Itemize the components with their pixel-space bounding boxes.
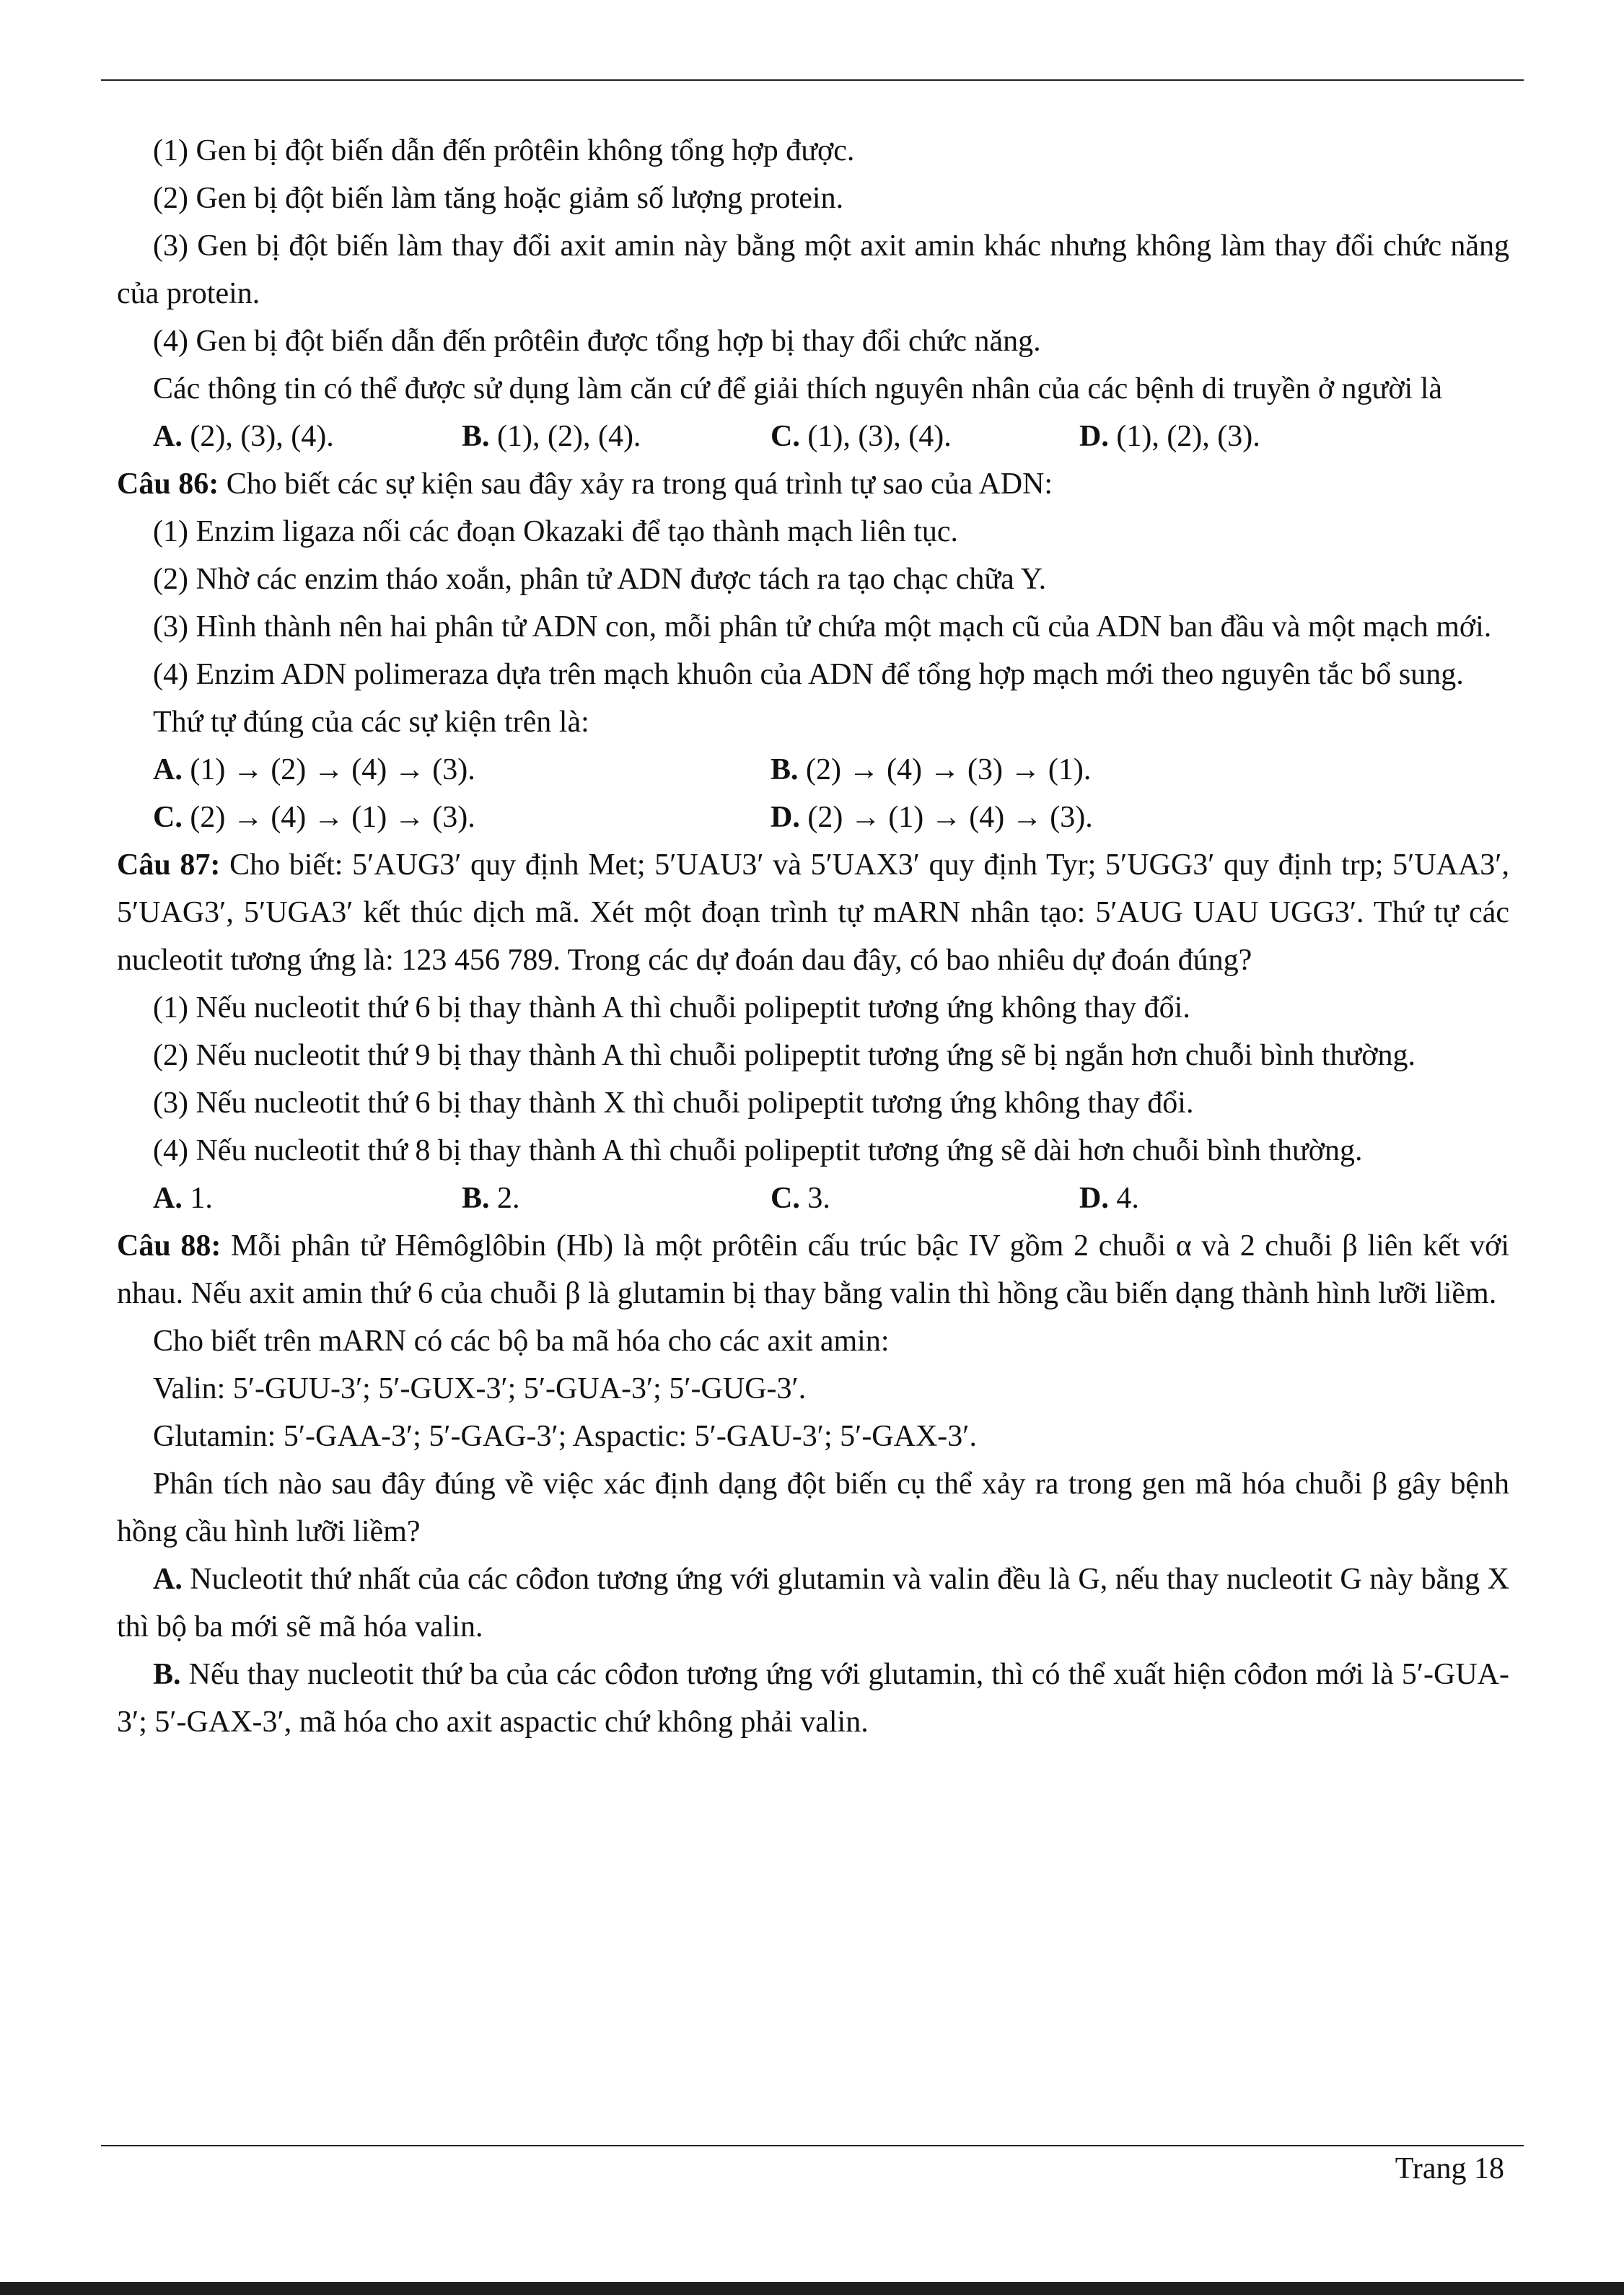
q86-options-row-2	[117, 794, 1509, 841]
q87-option-c[interactable]: C. 3.	[771, 1182, 830, 1215]
q85-item-4: (4) Gen bị đột biến dẫn đến prôtêin được tổng hợp bị thay đổi chức năng.	[153, 325, 1041, 358]
q86-stem: Câu 86: Cho biết các sự kiện sau đây xảy ra trong quá trình tự sao của ADN:	[117, 468, 1053, 501]
q88-option-b[interactable]: B. Nếu thay nucleotit thứ ba của các côđon tương ứng với glutamin, thì có thể xuất hiện côđon mới là 5′-GUA-3′; 5′-GAX-3′, mã hóa cho axit aspactic chứ không phải valin.	[117, 1658, 1509, 1739]
q88-line-3: Glutamin: 5′-GAA-3′; 5′-GAG-3′; Aspactic: 5′-GAU-3′; 5′-GAX-3′.	[153, 1420, 977, 1453]
q86-options-row-1	[117, 746, 1509, 794]
q86-item-1: (1) Enzim ligaza nối các đoạn Okazaki để tạo thành mạch liên tục.	[153, 515, 959, 548]
q86-option-c[interactable]: C. (2) → (4) → (1) → (3).	[153, 801, 475, 834]
q85-options	[117, 413, 1509, 460]
q85-option-b[interactable]: B. (1), (2), (4).	[462, 420, 641, 453]
footer-rule	[101, 2145, 1524, 2146]
q86-label: Câu 86:	[117, 468, 219, 501]
q87-item-1: (1) Nếu nucleotit thứ 6 bị thay thành A thì chuỗi polipeptit tương ứng không thay đổi.	[153, 991, 1190, 1024]
header-rule	[101, 79, 1524, 81]
q88-stem: Câu 88: Mỗi phân tử Hêmôglôbin (Hb) là một prôtêin cấu trúc bậc IV gồm 2 chuỗi α và 2 chuỗi β liên kết với nhau. Nếu axit amin thứ 6 của chuỗi β là glutamin bị thay bằng valin thì hồng cầu biến dạng thành hình lưỡi liềm.	[117, 1229, 1509, 1310]
page-number: Trang 18	[1395, 2152, 1504, 2185]
q86-option-a[interactable]: A. (1) → (2) → (4) → (3).	[153, 753, 475, 786]
q87-option-b[interactable]: B. 2.	[462, 1182, 520, 1215]
q87-stem: Câu 87: Cho biết: 5′AUG3′ quy định Met; 5′UAU3′ và 5′UAX3′ quy định Tyr; 5′UGG3′ quy định trp; 5′UAA3′, 5′UAG3′, 5′UGA3′ kết thúc dịch mã. Xét một đoạn trình tự mARN nhân tạo: 5′AUG UAU UGG3′. Thứ tự các nucleotit tương ứng là: 123 456 789. Trong các dự đoán dau đây, có bao nhiêu dự đoán đúng?	[117, 848, 1509, 977]
q85-item-1: (1) Gen bị đột biến dẫn đến prôtêin không tổng hợp được.	[153, 134, 855, 167]
q88-line-4: Phân tích nào sau đây đúng về việc xác định dạng đột biến cụ thể xảy ra trong gen mã hóa chuỗi β gây bệnh hồng cầu hình lưỡi liềm?	[117, 1467, 1509, 1548]
q87-option-a[interactable]: A. 1.	[153, 1182, 213, 1215]
q87-item-2: (2) Nếu nucleotit thứ 9 bị thay thành A thì chuỗi polipeptit tương ứng sẽ bị ngắn hơn chuỗi bình thường.	[153, 1039, 1415, 1072]
q85-item-2: (2) Gen bị đột biến làm tăng hoặc giảm số lượng protein.	[153, 182, 844, 215]
q86-item-2: (2) Nhờ các enzim tháo xoắn, phân tử ADN được tách ra tạo chạc chữa Y.	[153, 563, 1047, 596]
q86-item-3: (3) Hình thành nên hai phân tử ADN con, mỗi phân tử chứa một mạch cũ của ADN ban đầu và một mạch mới.	[153, 610, 1492, 644]
q86-option-d[interactable]: D. (2) → (1) → (4) → (3).	[771, 801, 1093, 834]
q87-label: Câu 87:	[117, 848, 221, 882]
q88-line-2: Valin: 5′-GUU-3′; 5′-GUX-3′; 5′-GUA-3′; 5′-GUG-3′.	[153, 1372, 807, 1405]
q86-item-4: (4) Enzim ADN polimeraza dựa trên mạch khuôn của ADN để tổng hợp mạch mới theo nguyên tắc bổ sung.	[153, 658, 1464, 691]
q88-option-a[interactable]: A. Nucleotit thứ nhất của các côđon tương ứng với glutamin và valin đều là G, nếu thay nucleotit G này bằng X thì bộ ba mới sẽ mã hóa valin.	[117, 1563, 1509, 1644]
q88-label: Câu 88:	[117, 1229, 221, 1263]
q88-line-1: Cho biết trên mARN có các bộ ba mã hóa cho các axit amin:	[153, 1325, 890, 1358]
q85-item-3: (3) Gen bị đột biến làm thay đổi axit amin này bằng một axit amin khác nhưng không làm thay đổi chức năng của protein.	[117, 229, 1509, 310]
q87-item-4: (4) Nếu nucleotit thứ 8 bị thay thành A thì chuỗi polipeptit tương ứng sẽ dài hơn chuỗi bình thường.	[153, 1134, 1363, 1167]
q87-option-d[interactable]: D. 4.	[1079, 1182, 1139, 1215]
q86-option-b[interactable]: B. (2) → (4) → (3) → (1).	[771, 753, 1092, 786]
q85-option-c[interactable]: C. (1), (3), (4).	[771, 420, 952, 453]
page-content	[117, 127, 1509, 1746]
q85-option-a[interactable]: A. (2), (3), (4).	[153, 420, 334, 453]
bottom-edge-bar	[0, 2282, 1624, 2295]
q85-prompt: Các thông tin có thể được sử dụng làm căn cứ để giải thích nguyên nhân của các bệnh di truyền ở người là	[153, 372, 1443, 405]
q86-prompt: Thứ tự đúng của các sự kiện trên là:	[153, 706, 589, 739]
q87-item-3: (3) Nếu nucleotit thứ 6 bị thay thành X thì chuỗi polipeptit tương ứng không thay đổi.	[153, 1087, 1194, 1120]
q87-options	[117, 1175, 1509, 1222]
q85-option-d[interactable]: D. (1), (2), (3).	[1079, 420, 1260, 453]
